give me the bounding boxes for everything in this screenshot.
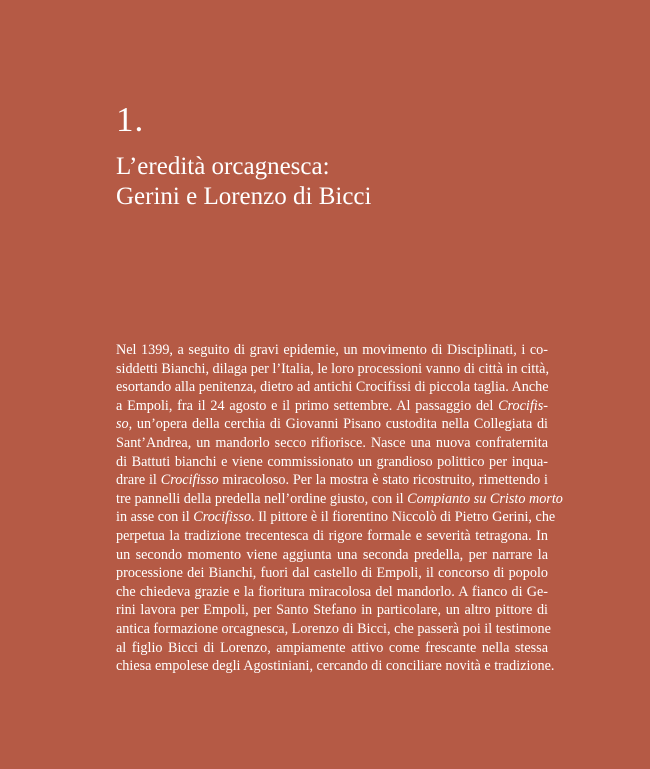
body-text-line — [116, 620, 551, 639]
text-run: di Battuti bianchi e viene commissionato un grandioso polittico per inqua- — [116, 453, 548, 470]
text-run: in asse con il — [116, 509, 194, 526]
text-run: processione dei Bianchi, fuori dal castello di Empoli, il concorso di popolo — [116, 565, 548, 582]
chapter-title — [116, 152, 371, 212]
body-text-line — [116, 434, 548, 453]
body-text-line — [116, 527, 548, 546]
text-run: tre pannelli della predella nell’ordine giusto, con il — [116, 490, 408, 507]
text-run: Sant’Andrea, un mandorlo secco rifiorisce. Nasce una nuova confraternita — [116, 434, 548, 451]
text-run: drare il — [116, 472, 161, 489]
body-text-line — [116, 508, 556, 527]
text-run: . Il pittore è il fiorentino Niccolò di Pietro Gerini, che — [251, 509, 556, 526]
body-text-line — [116, 639, 548, 658]
body-text-line — [116, 341, 548, 360]
body-text-line — [116, 546, 548, 565]
text-run: che chiedeva grazie e la fioritura miracolosa del mandorlo. A fianco di Ge- — [116, 583, 548, 600]
italic-text-run: Compianto su Cristo morto — [407, 490, 563, 507]
italic-text-run: so — [116, 416, 129, 433]
chapter-title-line: Gerini e Lorenzo di Bicci — [116, 183, 372, 210]
body-text-line — [116, 378, 548, 397]
body-text-line — [116, 360, 548, 379]
text-run: miracoloso. Per la mostra è stato ricostruito, rimettendo i — [218, 472, 548, 489]
body-text-line — [116, 415, 548, 434]
text-run: rini lavora per Empoli, per Santo Stefano in particolare, un altro pittore di — [116, 602, 548, 619]
chapter-number: 1. — [116, 100, 145, 139]
text-run: , un’opera della cerchia di Giovanni Pisano custodita nella Collegiata di — [128, 416, 548, 433]
text-run: un secondo momento viene aggiunta una seconda predella, per narrare la — [116, 546, 548, 563]
text-run: siddetti Bianchi, dilaga per l’Italia, le loro processioni vanno di città in città, — [116, 360, 549, 377]
text-run: a Empoli, fra il 24 agosto e il primo settembre. Al passaggio del — [116, 397, 499, 414]
italic-text-run: Crocifisso — [193, 509, 252, 526]
text-run: chiesa empolese degli Agostiniani, cercando di conciliare novità e tradizione. — [116, 658, 555, 675]
text-run: Nel 1399, a seguito di gravi epidemie, un movimento di Disciplinati, i co- — [116, 342, 548, 358]
body-text-line — [116, 471, 548, 490]
italic-text-run: Crocifisso — [160, 472, 219, 489]
body-text-line — [116, 657, 555, 676]
italic-text-run: Crocifis- — [498, 397, 548, 414]
text-run: esortando alla penitenza, dietro ad antichi Crocifissi di piccola taglia. Anche — [116, 379, 549, 396]
body-text-line — [116, 397, 548, 416]
body-paragraph — [116, 341, 563, 676]
chapter-title-line: L’eredità orcagnesca: — [116, 153, 330, 180]
body-text-line — [116, 601, 548, 620]
body-text-line — [116, 564, 548, 583]
text-run: al figlio Bicci di Lorenzo, ampiamente attivo come frescante nella stessa — [116, 639, 548, 656]
body-text-line — [116, 583, 548, 602]
body-text-line — [116, 490, 563, 509]
body-text-line — [116, 453, 548, 472]
text-run: antica formazione orcagnesca, Lorenzo di Bicci, che passerà poi il testimone — [116, 620, 551, 637]
text-run: perpetua la tradizione trecentesca di rigore formale e severità tetragona. In — [116, 527, 548, 544]
